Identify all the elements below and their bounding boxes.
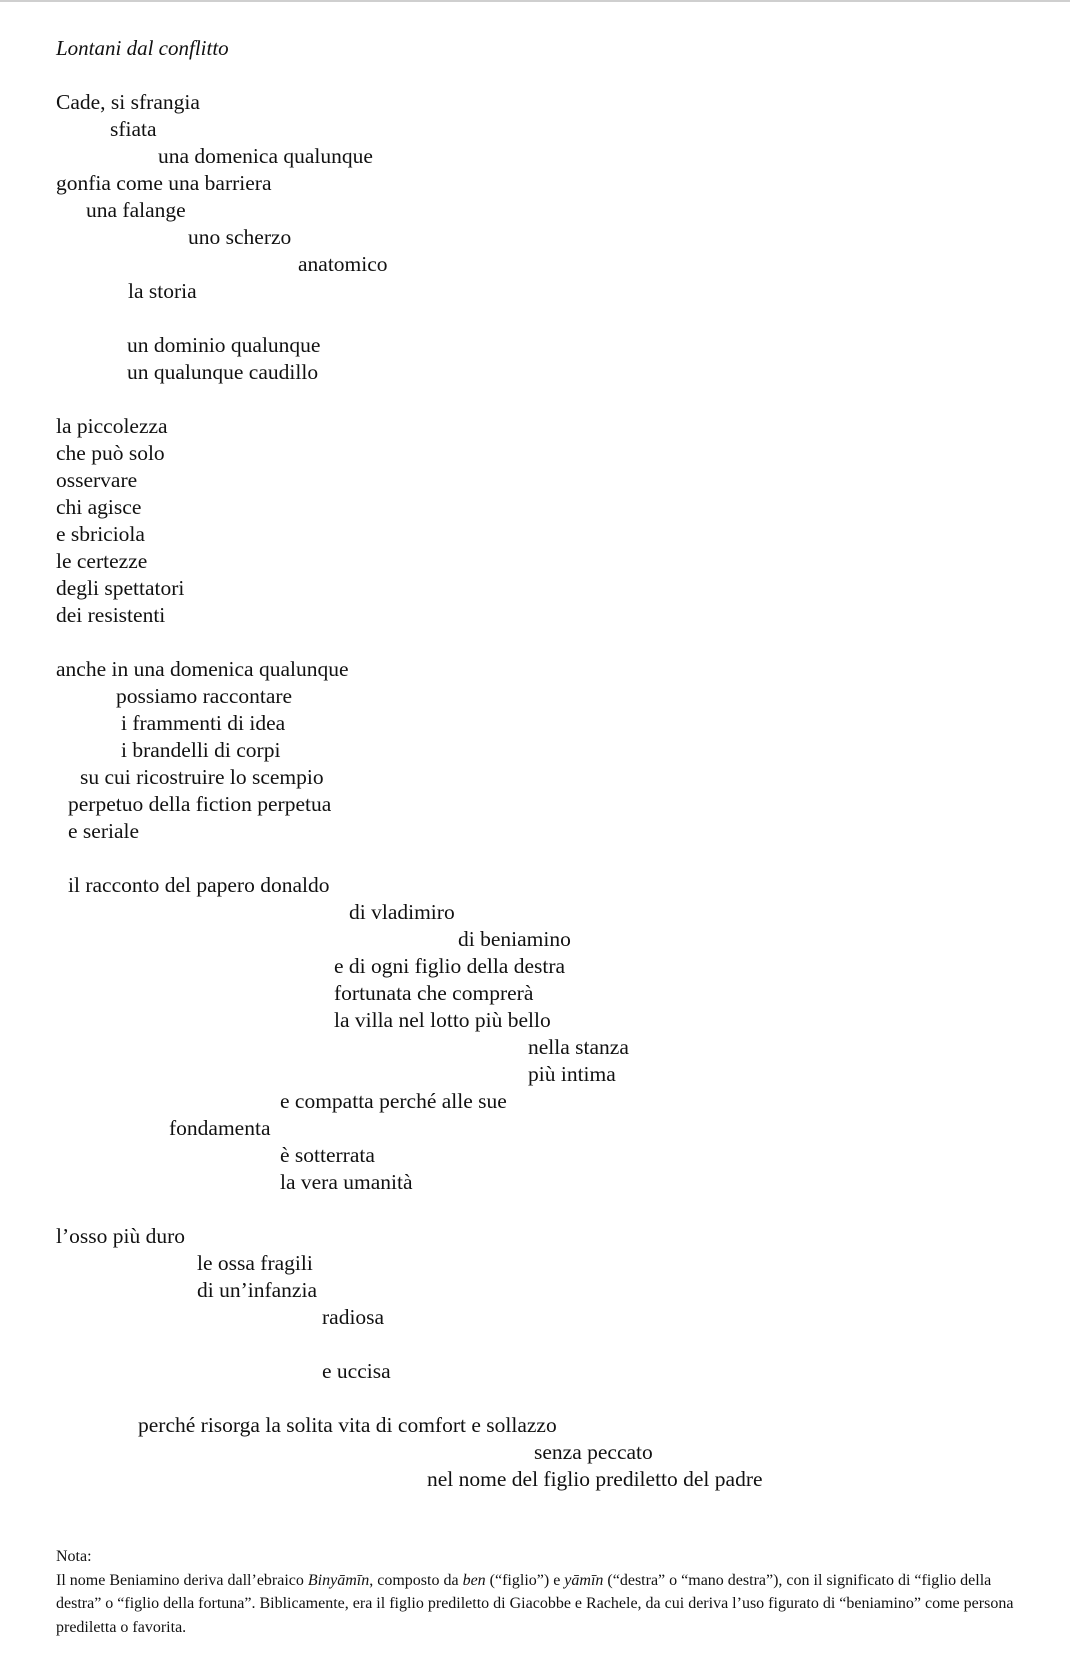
poem-line: osservare	[56, 468, 138, 492]
footnote-text	[56, 1569, 1026, 1640]
poem-line: anatomico	[298, 252, 388, 276]
poem-line: nella stanza	[528, 1035, 629, 1059]
poem-line: e di ogni figlio della destra	[334, 954, 566, 978]
poem-line: possiamo raccontare	[116, 684, 293, 708]
poem-line: di un’infanzia	[197, 1278, 317, 1302]
poem-line: chi agisce	[56, 495, 142, 519]
poem-line: e uccisa	[322, 1359, 391, 1383]
footnote-term-ben: ben	[462, 1571, 486, 1589]
footnote-text-part: (“destra” o “mano destra”), con il significato di “figlio della destra” o “figlio della fortuna”. Biblicamente, era il figlio prediletto di Giacobbe e Rachele, da cui deriva l’uso figurato di “beniamino” come persona prediletta o favorita.	[56, 1571, 1014, 1636]
poem-line: di beniamino	[458, 927, 571, 951]
poem-line: la vera umanità	[280, 1170, 413, 1194]
poem-line: e seriale	[68, 819, 140, 843]
poem-line: il racconto del papero donaldo	[68, 873, 330, 897]
poem-line: la piccolezza	[56, 414, 168, 438]
poem-line: le ossa fragili	[197, 1251, 313, 1275]
poem-line: la villa nel lotto più bello	[334, 1008, 551, 1032]
poem-line: nel nome del figlio prediletto del padre	[427, 1467, 763, 1491]
poem-line: radiosa	[322, 1305, 385, 1329]
poem-line: degli spettatori	[56, 576, 185, 600]
poem-line: di vladimiro	[349, 900, 455, 924]
poem-line: una falange	[86, 198, 186, 222]
poem-line: uno scherzo	[188, 225, 292, 249]
poem-line: e sbriciola	[56, 522, 145, 546]
poem-line: i brandelli di corpi	[121, 738, 281, 762]
poem-line: una domenica qualunque	[158, 144, 373, 168]
poem-line: dei resistenti	[56, 603, 166, 627]
footnote-text-part: Il nome Beniamino deriva dall’ebraico	[56, 1571, 308, 1589]
footnote-label: Nota:	[56, 1548, 92, 1565]
poem-line: più intima	[528, 1062, 616, 1086]
poem-line: che può solo	[56, 441, 165, 465]
poem-line: i frammenti di idea	[121, 711, 286, 735]
poem-title: Lontani dal conflitto	[56, 36, 229, 60]
poem-line: Cade, si sfrangia	[56, 90, 200, 114]
poem-line: e compatta perché alle sue	[280, 1089, 507, 1113]
poem-line: un dominio qualunque	[127, 333, 321, 357]
poem-line: gonfia come una barriera	[56, 171, 272, 195]
poem-line: fortunata che comprerà	[334, 981, 534, 1005]
poem-line: le certezze	[56, 549, 148, 573]
poem-line: perpetuo della fiction perpetua	[68, 792, 332, 816]
footnote-text-part: (“figlio”) e	[485, 1571, 565, 1589]
poem-line: senza peccato	[534, 1440, 653, 1464]
poem-line: fondamenta	[169, 1116, 271, 1140]
poem-line: su cui ricostruire lo scempio	[80, 765, 324, 789]
poem-line: perché risorga la solita vita di comfort e sollazzo	[138, 1413, 557, 1437]
footnote-term-yamin: yāmīn	[564, 1571, 604, 1589]
poem-line: un qualunque caudillo	[127, 360, 319, 384]
footnote	[56, 1545, 1026, 1639]
footnote-term-binyamin: Binyāmīn	[307, 1571, 370, 1589]
footnote-text-part: , composto da	[369, 1571, 463, 1589]
poem-line: l’osso più duro	[56, 1224, 185, 1248]
poem-line: la storia	[128, 279, 197, 303]
poem-line: sfiata	[110, 117, 157, 141]
poem-line: è sotterrata	[280, 1143, 375, 1167]
poem-line: anche in una domenica qualunque	[56, 657, 349, 681]
